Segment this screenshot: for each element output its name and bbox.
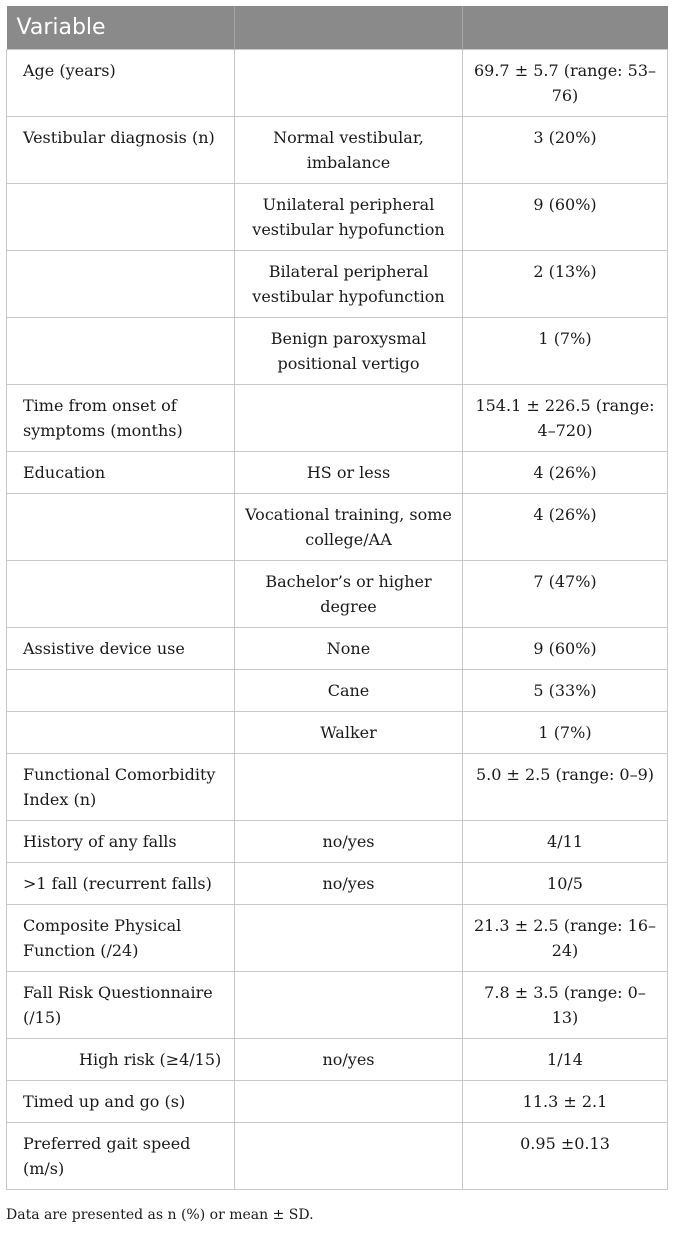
table-row bbox=[7, 628, 668, 670]
variable-cell: Age (years) bbox=[7, 50, 235, 117]
category-cell: Bilateral peripheral vestibular hypofunction bbox=[235, 251, 463, 318]
category-cell: None bbox=[235, 628, 463, 670]
variable-cell: Fall Risk Questionnaire (/15) bbox=[7, 972, 235, 1039]
table-row bbox=[7, 452, 668, 494]
table-row bbox=[7, 117, 668, 184]
table-row bbox=[7, 385, 668, 452]
category-cell bbox=[235, 754, 463, 821]
value-cell: 7 (47%) bbox=[463, 561, 668, 628]
category-cell bbox=[235, 905, 463, 972]
table-row bbox=[7, 50, 668, 117]
table-row bbox=[7, 1123, 668, 1190]
value-cell: 11.3 ± 2.1 bbox=[463, 1081, 668, 1123]
value-cell: 7.8 ± 3.5 (range: 0–13) bbox=[463, 972, 668, 1039]
category-cell bbox=[235, 50, 463, 117]
category-cell bbox=[235, 1123, 463, 1190]
category-cell bbox=[235, 1081, 463, 1123]
header-category bbox=[235, 6, 463, 50]
value-cell: 1/14 bbox=[463, 1039, 668, 1081]
table-row bbox=[7, 184, 668, 251]
variable-cell: Timed up and go (s) bbox=[7, 1081, 235, 1123]
header-value bbox=[463, 6, 668, 50]
table-row bbox=[7, 670, 668, 712]
category-cell: Unilateral peripheral vestibular hypofunction bbox=[235, 184, 463, 251]
variable-cell bbox=[7, 494, 235, 561]
value-cell: 1 (7%) bbox=[463, 712, 668, 754]
value-cell: 5 (33%) bbox=[463, 670, 668, 712]
table-body bbox=[7, 50, 668, 1190]
category-cell: HS or less bbox=[235, 452, 463, 494]
table-row bbox=[7, 821, 668, 863]
value-cell: 5.0 ± 2.5 (range: 0–9) bbox=[463, 754, 668, 821]
table-footnote: Data are presented as n (%) or mean ± SD. bbox=[6, 1207, 314, 1223]
characteristics-table bbox=[6, 6, 668, 1190]
variable-cell bbox=[7, 184, 235, 251]
value-cell: 9 (60%) bbox=[463, 184, 668, 251]
value-cell: 3 (20%) bbox=[463, 117, 668, 184]
variable-cell bbox=[7, 712, 235, 754]
value-cell: 4 (26%) bbox=[463, 452, 668, 494]
category-cell: no/yes bbox=[235, 1039, 463, 1081]
header-row bbox=[7, 6, 668, 50]
variable-cell bbox=[7, 318, 235, 385]
category-cell: Cane bbox=[235, 670, 463, 712]
variable-cell: Preferred gait speed (m/s) bbox=[7, 1123, 235, 1190]
value-cell: 154.1 ± 226.5 (range: 4–720) bbox=[463, 385, 668, 452]
table-row bbox=[7, 318, 668, 385]
table-row bbox=[7, 905, 668, 972]
category-cell: Normal vestibular, imbalance bbox=[235, 117, 463, 184]
table-row bbox=[7, 494, 668, 561]
variable-cell: Functional Comorbidity Index (n) bbox=[7, 754, 235, 821]
table-row bbox=[7, 561, 668, 628]
value-cell: 69.7 ± 5.7 (range: 53–76) bbox=[463, 50, 668, 117]
value-cell: 21.3 ± 2.5 (range: 16–24) bbox=[463, 905, 668, 972]
value-cell: 0.95 ±0.13 bbox=[463, 1123, 668, 1190]
category-cell: Vocational training, some college/AA bbox=[235, 494, 463, 561]
variable-cell: Composite Physical Function (/24) bbox=[7, 905, 235, 972]
table-row bbox=[7, 863, 668, 905]
variable-cell bbox=[7, 670, 235, 712]
value-cell: 10/5 bbox=[463, 863, 668, 905]
category-cell bbox=[235, 385, 463, 452]
category-cell: Benign paroxysmal positional vertigo bbox=[235, 318, 463, 385]
variable-cell: Education bbox=[7, 452, 235, 494]
variable-cell: Vestibular diagnosis (n) bbox=[7, 117, 235, 184]
variable-cell: Assistive device use bbox=[7, 628, 235, 670]
variable-cell: Time from onset of symptoms (months) bbox=[7, 385, 235, 452]
value-cell: 4 (26%) bbox=[463, 494, 668, 561]
category-cell: Bachelor’s or higher degree bbox=[235, 561, 463, 628]
value-cell: 1 (7%) bbox=[463, 318, 668, 385]
category-cell: Walker bbox=[235, 712, 463, 754]
variable-cell: History of any falls bbox=[7, 821, 235, 863]
variable-cell: High risk (≥4/15) bbox=[7, 1039, 235, 1081]
table-row bbox=[7, 251, 668, 318]
variable-cell bbox=[7, 251, 235, 318]
table-container bbox=[6, 6, 667, 1190]
value-cell: 2 (13%) bbox=[463, 251, 668, 318]
table-row bbox=[7, 1081, 668, 1123]
category-cell bbox=[235, 972, 463, 1039]
variable-cell: >1 fall (recurrent falls) bbox=[7, 863, 235, 905]
header-variable: Variable bbox=[7, 6, 235, 50]
value-cell: 9 (60%) bbox=[463, 628, 668, 670]
variable-cell bbox=[7, 561, 235, 628]
table-row bbox=[7, 1039, 668, 1081]
table-header bbox=[7, 6, 668, 50]
value-cell: 4/11 bbox=[463, 821, 668, 863]
category-cell: no/yes bbox=[235, 821, 463, 863]
table-row bbox=[7, 712, 668, 754]
category-cell: no/yes bbox=[235, 863, 463, 905]
table-row bbox=[7, 972, 668, 1039]
table-row bbox=[7, 754, 668, 821]
